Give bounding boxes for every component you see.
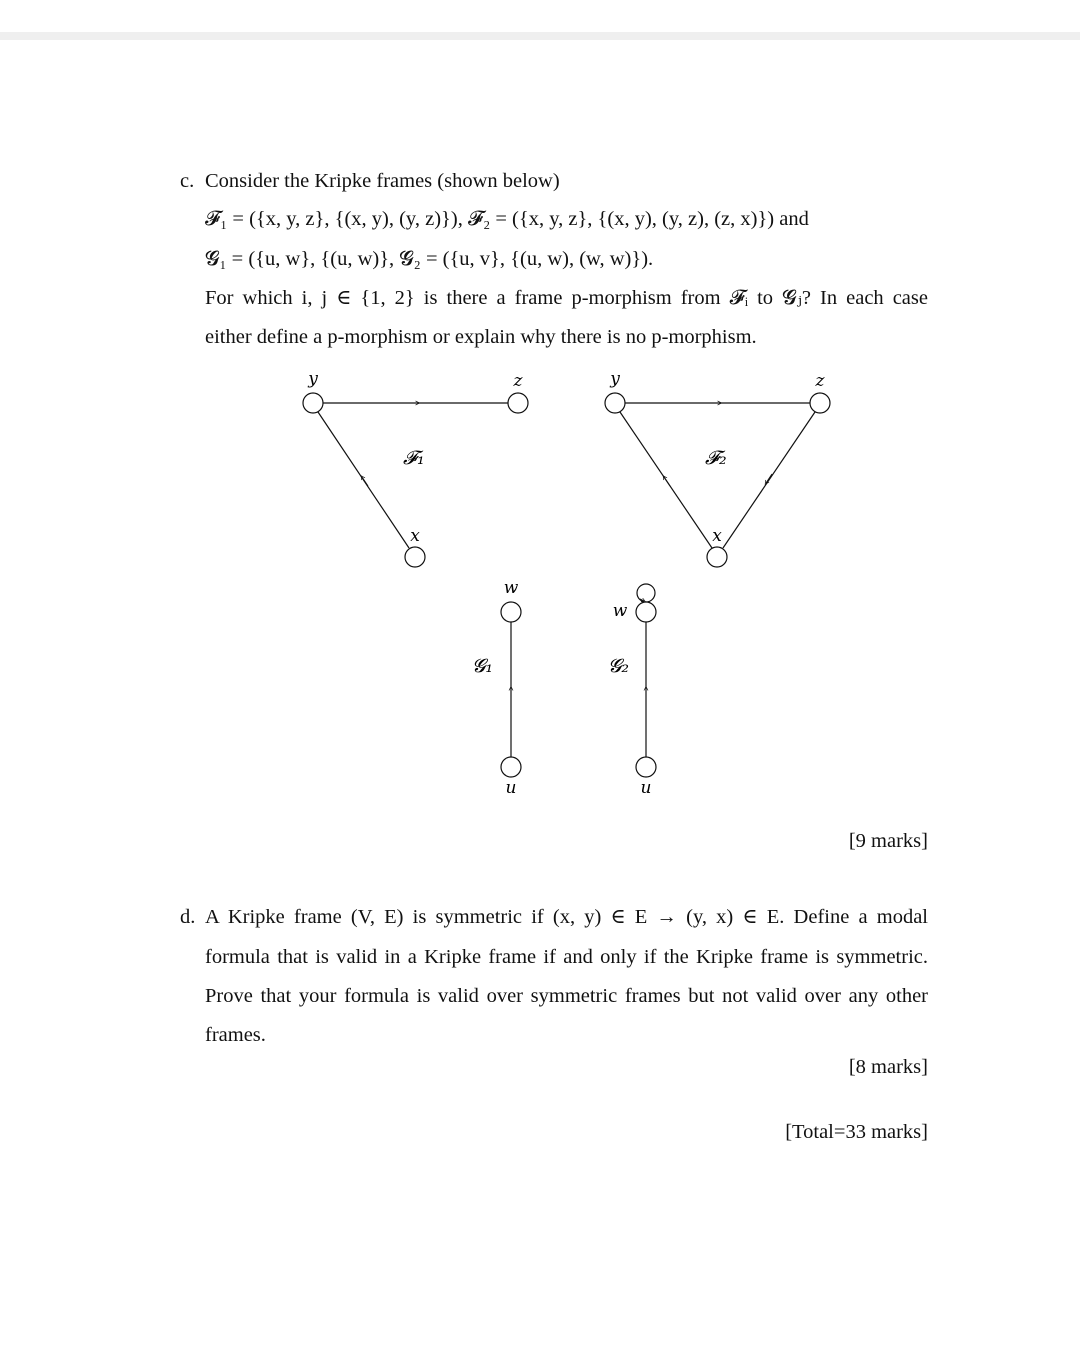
- frame-f2: [605, 369, 830, 567]
- label-g2-w: w: [612, 601, 628, 621]
- label-f2-y: y: [610, 369, 620, 389]
- label-g2-u: u: [640, 778, 652, 798]
- node-f1-x: [405, 547, 425, 567]
- label-f1-z: z: [513, 371, 523, 391]
- node-g1-w: [501, 602, 521, 622]
- part-c-question-line-2: either define a p-morphism or explain why there is no p-morphism.: [205, 326, 757, 348]
- arrow-f2-x-y: [664, 477, 670, 486]
- label-g1-w: w: [503, 578, 519, 598]
- part-d-line-1: A Kripke frame (V, E) is symmetric if (x, y) ∈ E → (y, x) ∈ E. Define a modal: [205, 906, 928, 928]
- node-f1-y: [303, 393, 323, 413]
- label-g1-u: u: [505, 778, 517, 798]
- node-g2-u: [636, 757, 656, 777]
- label-f1-name: 𝓕₁: [403, 447, 425, 469]
- node-f2-z: [810, 393, 830, 413]
- arrow-f1-x-y: [362, 477, 368, 486]
- part-c-frame-g-definitions: 𝓖₁ = ({u, w}, {(u, w)}, 𝓖₂ = ({u, v}, {(u, w), (w, w)}).: [205, 248, 654, 270]
- part-d-label: d.: [180, 906, 196, 928]
- node-f2-y: [605, 393, 625, 413]
- part-c-label: c.: [180, 170, 195, 192]
- loop-g2-w-w: [637, 584, 655, 602]
- node-f1-z: [508, 393, 528, 413]
- label-f2-name: 𝓕₂: [705, 447, 727, 469]
- frame-g2: [608, 584, 656, 798]
- frame-f1: [303, 369, 528, 567]
- part-c-marks: [9 marks]: [848, 830, 928, 852]
- label-g1-name: 𝓖₁: [472, 655, 493, 677]
- node-g2-w: [636, 602, 656, 622]
- label-g2-name: 𝓖₂: [608, 655, 629, 677]
- node-g1-u: [501, 757, 521, 777]
- label-f2-z: z: [815, 371, 825, 391]
- part-c-frame-f-definitions: 𝓕₁ = ({x, y, z}, {(x, y), (y, z)}), 𝓕₂ = ({x, y, z}, {(x, y), (y, z), (z, x)}) and: [205, 208, 809, 230]
- frame-g1: [472, 578, 521, 798]
- part-d-line-3: Prove that your formula is valid over symmetric frames but not valid over any other: [205, 985, 928, 1007]
- total-marks: [Total=33 marks]: [785, 1121, 928, 1143]
- label-f1-y: y: [308, 369, 318, 389]
- part-c-question-line-1: For which i, j ∈ {1, 2} is there a frame p-morphism from 𝓕ᵢ to 𝓖ⱼ? In each case: [205, 287, 928, 309]
- node-f2-x: [707, 547, 727, 567]
- label-f2-x: x: [712, 526, 722, 546]
- arrow-f2-z-x: [766, 474, 772, 483]
- part-d-line-2: formula that is valid in a Kripke frame if and only if the Kripke frame is symmetric.: [205, 946, 928, 968]
- edge-f2-z-x: [723, 412, 815, 548]
- label-f1-x: x: [410, 526, 420, 546]
- part-c-intro: Consider the Kripke frames (shown below): [205, 170, 560, 192]
- part-d-marks: [8 marks]: [848, 1056, 928, 1078]
- part-d-line-4: frames.: [205, 1024, 266, 1046]
